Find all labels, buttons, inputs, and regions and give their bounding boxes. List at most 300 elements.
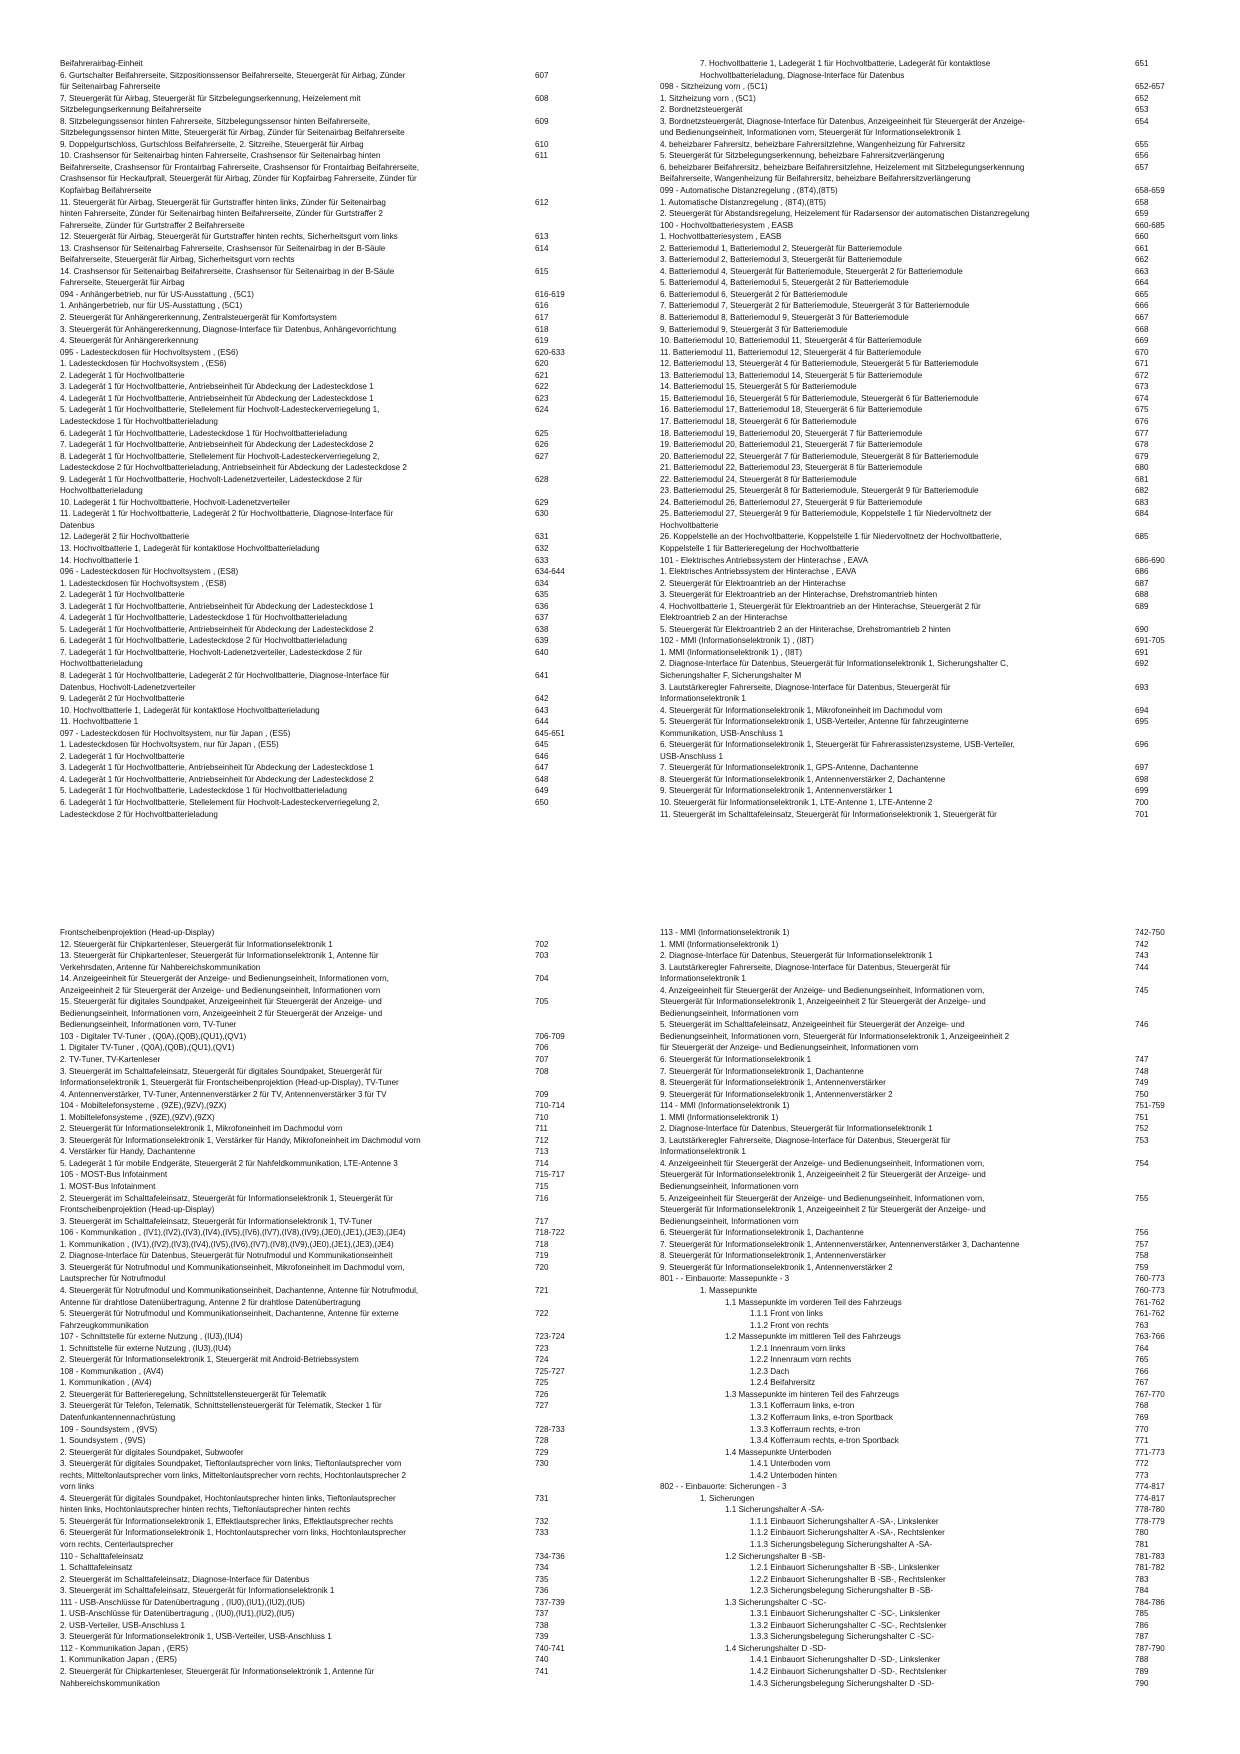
toc-page-number: 718 <box>535 1239 549 1249</box>
toc-entry-text: 14. Crashsensor für Seitenairbag Beifahrerseite, Crashsensor für Seitenairbag in der B-Säule <box>60 266 395 276</box>
toc-page-number: 752 <box>1135 1124 1149 1134</box>
toc-page-number: 635 <box>535 590 549 600</box>
toc-page-number: 709 <box>535 1089 549 1099</box>
toc-page-number: 683 <box>1135 497 1149 507</box>
toc-page-number: 677 <box>1135 428 1149 438</box>
toc-entry-text: 4. Steuergerät für Informationselektronik 1, Mikrofoneinheit im Dachmodul vorn <box>660 705 943 715</box>
toc-entry-text: 11. Batteriemodul 11, Batteriemodul 12, Steuergerät 4 für Batteriemodule <box>660 347 922 357</box>
toc-entry-text: 107 - Schnittstelle für externe Nutzung , (IU3),(IU4) <box>60 1332 243 1342</box>
toc-section-row <box>60 566 595 578</box>
toc-entry-row <box>660 1146 1195 1158</box>
toc-entry-text: 5. Steuergerät für Notrufmodul und Kommunikationseinheit, Dachantenne, Antenne für externe <box>60 1309 399 1319</box>
toc-entry-row <box>660 774 1195 786</box>
toc-entry-row <box>60 589 595 601</box>
toc-entry-text: 1.4.2 Einbauort Sicherungshalter D -SD-, Rechtslenker <box>750 1667 947 1676</box>
toc-entry-text: 801 - - Einbauorte: Massepunkte - 3 <box>660 1274 790 1284</box>
toc-entry-text: 15. Steuergerät für digitales Soundpaket, Anzeigeeinheit für Steuergerät der Anzeige- und <box>60 997 382 1007</box>
toc-entry-text: 7. Batteriemodul 7, Steuergerät 2 für Batteriemodule, Steuergerät 3 für Batteriemodule <box>660 301 970 311</box>
toc-entry-row <box>60 635 595 647</box>
toc-entry-text: 3. Steuergerät für Anhängererkennung, Diagnose-Interface für Datenbus, Anhängevorrichtung <box>60 324 397 334</box>
toc-entry-text: 2. Bordnetzsteuergerät <box>660 105 743 115</box>
toc-page-number: 668 <box>1135 324 1149 334</box>
toc-section-row <box>60 1597 595 1609</box>
toc-entry-row <box>660 404 1195 416</box>
toc-page-number: 655 <box>1135 139 1149 149</box>
toc-page-number: 652 <box>1135 93 1149 103</box>
toc-entry-text: 1.1.3 Sicherungsbelegung Sicherungshalter A -SA- <box>750 1539 933 1549</box>
toc-section-row <box>60 347 595 359</box>
toc-entry-row <box>660 1447 1195 1459</box>
toc-page-number: 741 <box>535 1667 549 1676</box>
toc-entry-text: Anzeigeeinheit 2 für Steuergerät der Anzeige- und Bedienungseinheit, Informationen vorn <box>60 985 381 995</box>
toc-page-number: 706-709 <box>535 1031 565 1041</box>
toc-entry-row <box>60 520 595 532</box>
toc-entry-text: Antenne für drahtlose Datenübertragung, Antenne 2 für drahtlose Datenübertragung <box>60 1297 361 1307</box>
toc-entry-text: Beifahrerseite, Crashsensor für Frontairbag Fahrerseite, Crashsensor für Frontairbag Beifahrerseite, <box>60 162 419 172</box>
toc-page-number: 692 <box>1135 659 1149 669</box>
toc-entry-text: 3. Steuergerät für Notrufmodul und Kommunikationseinheit, Mikrofoneinheit im Dachmodul vorn, <box>60 1262 405 1272</box>
toc-page-number: 660-685 <box>1135 220 1165 230</box>
toc-page-number: 652-657 <box>1135 82 1165 92</box>
toc-entry-text: Steuergerät für Informationselektronik 1, Anzeigeeinheit 2 für Steuergerät der Anzeige- und <box>660 1170 986 1180</box>
toc-entry-text: 1.1 Massepunkte im vorderen Teil des Fahrzeugs <box>725 1297 902 1307</box>
toc-page-number: 622 <box>535 382 549 392</box>
toc-page-number: 730 <box>535 1459 549 1469</box>
toc-entry-row <box>60 1112 595 1124</box>
toc-entry-text: 101 - Elektrisches Antriebssystem der Hinterachse , EAVA <box>660 555 868 565</box>
toc-page-number: 751-759 <box>1135 1101 1165 1111</box>
toc-entry-text: 6. Ladegerät 1 für Hochvoltbatterie, Stellelement für Hochvolt-Ladesteckerverriegelung 2, <box>60 798 380 807</box>
toc-entry-text: 8. Sitzbelegungssensor hinten Fahrerseite, Sitzbelegungssensor hinten Beifahrerseite, <box>60 116 370 126</box>
toc-entry-row <box>660 289 1195 301</box>
toc-entry-text: Bedienungseinheit, Informationen vorn, Anzeigeeinheit 2 für Steuergerät der Anzeige- und <box>60 1008 383 1018</box>
toc-entry-row <box>60 104 595 116</box>
toc-entry-text: 4. Steuergerät für Anhängererkennung <box>60 336 199 346</box>
toc-page-number: 703 <box>535 951 549 961</box>
toc-entry-row <box>60 1504 595 1516</box>
toc-entry-row <box>660 670 1195 682</box>
toc-page-number: 774-817 <box>1135 1493 1165 1503</box>
toc-entry-text: Bedienungseinheit, Informationen vorn, Steuergerät für Informationselektronik 1, Anzeigeeinheit 2 <box>660 1031 1010 1041</box>
toc-page-number: 680 <box>1135 463 1149 473</box>
toc-entry-text: 2. Diagnose-Interface für Datenbus, Steuergerät für Informationselektronik 1 <box>660 951 933 961</box>
toc-entry-text: vorn links <box>60 1482 95 1492</box>
toc-page-number: 711 <box>535 1124 548 1134</box>
toc-entry-text: 4. Hochvoltbatterie 1, Steuergerät für Elektroantrieb an der Hinterachse, Steuergerät 2 für <box>660 601 981 611</box>
toc-entry-text: 2. Steuergerät im Schalttafeleinsatz, Steuergerät für Informationselektronik 1, Steuergerät für <box>60 1193 393 1203</box>
toc-page-number: 670 <box>1135 347 1149 357</box>
toc-entry-row <box>60 1678 595 1690</box>
toc-entry-row <box>660 1539 1195 1551</box>
toc-page-number: 783 <box>1135 1574 1149 1584</box>
toc-entry-row <box>660 1331 1195 1343</box>
toc-page-number: 737-739 <box>535 1597 565 1607</box>
toc-entry-row <box>660 1216 1195 1228</box>
toc-entry-row <box>60 996 595 1008</box>
toc-page-number: 660 <box>1135 232 1149 242</box>
toc-entry-text: 108 - Kommunikation , (AV4) <box>60 1366 164 1376</box>
toc-entry-row <box>60 1181 595 1193</box>
toc-page-number: 637 <box>535 613 549 623</box>
toc-page-number: 702 <box>535 939 549 949</box>
toc-entry-text: 1.3.2 Kofferraum links, e-tron Sportback <box>750 1412 893 1422</box>
toc-entry-row <box>660 1424 1195 1436</box>
toc-entry-row <box>60 774 595 786</box>
toc-page-number: 781-782 <box>1135 1563 1165 1573</box>
toc-page-number: 691-705 <box>1135 636 1165 646</box>
toc-entry-row <box>60 277 595 289</box>
toc-page-number: 760-773 <box>1135 1285 1165 1295</box>
toc-entry-text: 13. Batteriemodul 13, Batteriemodul 14, Steuergerät 5 für Batteriemodule <box>660 370 923 380</box>
toc-entry-text: Hochvoltbatterieladung, Diagnose-Interface für Datenbus <box>700 70 905 80</box>
toc-entry-row <box>660 1389 1195 1401</box>
toc-entry-text: 1. MMI (Informationselektronik 1) <box>660 1112 779 1122</box>
toc-entry-row <box>660 1493 1195 1505</box>
toc-entry-text: 3. Bordnetzsteuergerät, Diagnose-Interface für Datenbus, Anzeigeeinheit für Steuergerät der Anzeige- <box>660 116 1025 126</box>
toc-entry-text: 5. Steuergerät für Informationselektronik 1, USB-Verteiler, Antenne für fahrzeuginterne <box>660 717 969 727</box>
toc-entry-row <box>660 439 1195 451</box>
toc-section-row <box>60 1551 595 1563</box>
toc-entry-text: 9. Ladegerät 2 für Hochvoltbatterie <box>60 694 185 704</box>
toc-section-row <box>660 81 1195 93</box>
toc-page-number: 778-779 <box>1135 1516 1165 1526</box>
toc-entry-row <box>60 1666 595 1678</box>
toc-entry-row <box>60 300 595 312</box>
toc-page-number: 620-633 <box>535 347 565 357</box>
toc-entry-text: 1.2.2 Innenraum vorn rechts <box>750 1355 852 1365</box>
toc-entry-row <box>60 658 595 670</box>
toc-entry-row <box>60 439 595 451</box>
toc-page-number: 616 <box>535 301 549 311</box>
toc-entry-row <box>60 1527 595 1539</box>
toc-page-number: 628 <box>535 474 549 484</box>
toc-entry-row <box>60 985 595 997</box>
toc-page-number: 607 <box>535 70 549 80</box>
toc-entry-text: 1. USB-Anschlüsse für Datenübertragung , (IU0),(IU1),(IU2),(IU5) <box>60 1609 295 1619</box>
toc-entry-row <box>60 762 595 774</box>
toc-entry-row <box>660 1227 1195 1239</box>
toc-entry-text: 12. Ladegerät 2 für Hochvoltbatterie <box>60 532 190 542</box>
toc-entry-row <box>60 950 595 962</box>
toc-page-number: 713 <box>535 1147 549 1157</box>
toc-entry-row <box>660 1470 1195 1482</box>
toc-entry-text: 3. Ladegerät 1 für Hochvoltbatterie, Antriebseinheit für Abdeckung der Ladesteckdose 1 <box>60 382 374 392</box>
toc-entry-text: Steuergerät für Informationselektronik 1, Anzeigeeinheit 2 für Steuergerät der Anzeige- und <box>660 1205 986 1215</box>
toc-entry-row <box>660 612 1195 624</box>
toc-entry-text: 102 - MMI (Informationselektronik 1) , (I8T) <box>660 636 814 646</box>
toc-entry-row <box>660 1169 1195 1181</box>
toc-entry-row <box>60 324 595 336</box>
toc-page-number: 671 <box>1135 359 1149 369</box>
toc-entry-text: 11. Hochvoltbatterie 1 <box>60 717 139 727</box>
toc-page-number: 663 <box>1135 266 1149 276</box>
toc-entry-text: 1.4.1 Einbauort Sicherungshalter D -SD-, Linkslenker <box>750 1655 941 1665</box>
toc-page-number: 686 <box>1135 567 1149 577</box>
toc-entry-text: 1.2.4 Beifahrersitz <box>750 1378 816 1388</box>
toc-entry-text: 1.2.1 Einbauort Sicherungshalter B -SB-, Linkslenker <box>750 1563 940 1573</box>
toc-entry-row <box>660 1066 1195 1078</box>
toc-page-number: 745 <box>1135 985 1149 995</box>
toc-entry-row <box>660 716 1195 728</box>
toc-page-number: 649 <box>535 786 549 796</box>
toc-entry-text: 3. Lautstärkeregler Fahrerseite, Diagnose-Interface für Datenbus, Steuergerät für <box>660 682 951 692</box>
toc-entry-text: 8. Steuergerät für Informationselektronik 1, Antennenverstärker <box>660 1078 886 1088</box>
toc-entry-row <box>60 404 595 416</box>
toc-entry-text: 4. Ladegerät 1 für Hochvoltbatterie, Ladesteckdose 1 für Hochvoltbatterieladung <box>60 613 348 623</box>
toc-page-number: 763-766 <box>1135 1332 1165 1342</box>
toc-entry-row <box>660 1262 1195 1274</box>
toc-page-number: 755 <box>1135 1193 1149 1203</box>
toc-entry-row <box>60 1470 595 1482</box>
toc-entry-row <box>660 996 1195 1008</box>
toc-entry-row <box>660 162 1195 174</box>
toc-page-number: 716 <box>535 1193 549 1203</box>
toc-entry-row <box>60 785 595 797</box>
toc-entry-text: 2. Diagnose-Interface für Datenbus, Steuergerät für Notrufmodul und Kommunikationseinheit <box>60 1251 393 1261</box>
toc-entry-row <box>60 254 595 266</box>
toc-entry-text: Hochvoltbatterie <box>660 520 719 530</box>
toc-entry-row <box>60 58 595 70</box>
toc-page-number: 719 <box>535 1251 549 1261</box>
toc-entry-row <box>60 485 595 497</box>
toc-entry-text: 1. Schnittstelle für externe Nutzung , (IU3),(IU4) <box>60 1343 231 1353</box>
toc-entry-row <box>660 381 1195 393</box>
toc-entry-row <box>660 751 1195 763</box>
toc-page-number: 620 <box>535 359 549 369</box>
toc-page-number: 740 <box>535 1655 549 1665</box>
toc-entry-text: 1.2 Massepunkte im mittleren Teil des Fahrzeugs <box>725 1332 901 1342</box>
toc-entry-text: 5. Batteriemodul 4, Batteriemodul 5, Steuergerät 2 für Batteriemodule <box>660 278 909 288</box>
toc-section-row <box>60 289 595 301</box>
toc-entry-text: 3. Steuergerät für Informationselektronik 1, USB-Verteiler, USB-Anschluss 1 <box>60 1632 332 1642</box>
toc-page-number: 674 <box>1135 393 1149 403</box>
toc-page-number: 684 <box>1135 509 1149 519</box>
toc-entry-text: 2. Batteriemodul 1, Batteriemodul 2, Steuergerät für Batteriemodule <box>660 243 903 253</box>
toc-entry-text: 7. Steuergerät für Informationselektronik 1, Dachantenne <box>660 1066 864 1076</box>
toc-entry-text: 5. Steuergerät für Sitzbelegungserkennung, beheizbare Fahrersitzverlängerung <box>660 151 945 161</box>
toc-entry-row <box>660 277 1195 289</box>
toc-entry-row <box>60 1042 595 1054</box>
toc-page-number: 784-786 <box>1135 1597 1165 1607</box>
toc-page-number: 723 <box>535 1343 549 1353</box>
toc-page-number: 742 <box>1135 939 1149 949</box>
toc-page-number: 691 <box>1135 647 1149 657</box>
toc-entry-text: 6. Ladegerät 1 für Hochvoltbatterie, Ladesteckdose 2 für Hochvoltbatterieladung <box>60 636 348 646</box>
toc-entry-text: 1.3.1 Kofferraum links, e-tron <box>750 1401 855 1411</box>
toc-entry-row <box>660 1008 1195 1020</box>
toc-entry-row <box>660 1019 1195 1031</box>
toc-page-number: 614 <box>535 243 549 253</box>
toc-page-number: 726 <box>535 1389 549 1399</box>
toc-entry-text: Ladesteckdose 2 für Hochvoltbatterieladung, Antriebseinheit für Abdeckung der Ladesteckdose 2 <box>60 463 407 473</box>
toc-entry-text: 1. Schalttafeleinsatz <box>60 1563 133 1573</box>
toc-entry-text: 110 - Schalttafeleinsatz <box>60 1551 144 1561</box>
toc-entry-row <box>60 70 595 82</box>
toc-entry-row <box>660 1654 1195 1666</box>
toc-entry-text: 098 - Sitzheizung vorn , (5C1) <box>660 82 768 92</box>
toc-entry-text: Beifahrerairbag-Einheit <box>60 59 143 68</box>
toc-entry-row <box>660 1204 1195 1216</box>
toc-entry-text: Sicherungshalter F, Sicherungshalter M <box>660 670 802 680</box>
toc-entry-row <box>660 1574 1195 1586</box>
toc-entry-row <box>660 1631 1195 1643</box>
toc-page-number: 731 <box>535 1493 549 1503</box>
toc-page-number: 609 <box>535 116 549 126</box>
toc-entry-row <box>60 1297 595 1309</box>
toc-entry-row <box>60 1516 595 1528</box>
toc-column-top-left <box>60 58 595 820</box>
toc-entry-text: 2. Steuergerät für Informationselektronik 1, Mikrofoneinheit im Dachmodul vorn <box>60 1124 343 1134</box>
toc-entry-row <box>60 393 595 405</box>
toc-entry-text: 1. Massepunkte <box>700 1285 758 1295</box>
toc-entry-text: 10. Crashsensor für Seitenairbag hinten Fahrerseite, Crashsensor für Seitenairbag hinten <box>60 151 381 161</box>
toc-page-number: 784 <box>1135 1586 1149 1596</box>
toc-entry-text: Bedienungseinheit, Informationen vorn, TV-Tuner <box>60 1020 237 1030</box>
toc-entry-text: 802 - - Einbauorte: Sicherungen - 3 <box>660 1482 787 1492</box>
toc-page-number: 638 <box>535 624 549 634</box>
toc-entry-text: für Seitenairbag Fahrerseite <box>60 82 161 92</box>
toc-column-bottom-right <box>660 927 1195 1689</box>
toc-page-number: 654 <box>1135 116 1149 126</box>
toc-page-number: 621 <box>535 370 549 380</box>
toc-page-number: 645-651 <box>535 728 565 738</box>
toc-page-number: 742-750 <box>1135 928 1165 937</box>
toc-page-number: 715 <box>535 1182 549 1192</box>
toc-page-number: 693 <box>1135 682 1149 692</box>
toc-entry-row <box>660 266 1195 278</box>
toc-entry-text: 14. Anzeigeeinheit für Steuergerät der Anzeige- und Bedienungseinheit, Informationen vorn, <box>60 974 389 984</box>
toc-entry-text: 6. Steuergerät für Informationselektronik 1, Steuergerät für Fahrerassistenzsysteme, USB-Verteiler, <box>660 740 1015 750</box>
toc-entry-row <box>660 1551 1195 1563</box>
toc-page-number: 634 <box>535 578 549 588</box>
toc-entry-row <box>60 116 595 128</box>
toc-page-number: 772 <box>1135 1459 1149 1469</box>
toc-entry-row <box>660 1458 1195 1470</box>
toc-entry-text: 15. Batteriemodul 16, Steuergerät 5 für Batteriemodule, Steuergerät 6 für Batteriemodule <box>660 393 979 403</box>
toc-entry-row <box>660 347 1195 359</box>
toc-entry-text: 10. Ladegerät 1 für Hochvoltbatterie, Hochvolt-Ladenetzverteiler <box>60 497 290 507</box>
toc-entry-row <box>60 1585 595 1597</box>
toc-entry-row <box>660 797 1195 809</box>
toc-entry-row <box>660 531 1195 543</box>
toc-entry-row <box>660 1343 1195 1355</box>
toc-page-number: 696 <box>1135 740 1149 750</box>
toc-page-number: 695 <box>1135 717 1149 727</box>
toc-entry-row <box>60 208 595 220</box>
toc-page-number: 669 <box>1135 336 1149 346</box>
toc-entry-row <box>60 693 595 705</box>
toc-page-number: 690 <box>1135 624 1149 634</box>
toc-page-number: 704 <box>535 974 549 984</box>
toc-entry-text: Ladesteckdose 1 für Hochvoltbatterieladung <box>60 416 218 426</box>
toc-entry-row <box>60 1135 595 1147</box>
toc-entry-text: 1.1 Sicherungshalter A -SA- <box>725 1505 825 1515</box>
toc-entry-row <box>60 81 595 93</box>
toc-entry-text: Koppelstelle 1 für Batterieregelung der Hochvoltbatterie <box>660 543 859 553</box>
toc-page-number: 771-773 <box>1135 1447 1165 1457</box>
toc-entry-row <box>60 624 595 636</box>
toc-entry-text: 3. Steuergerät für Telefon, Telematik, Schnittstellensteuergerät für Telematik, Stecker 1 für <box>60 1401 382 1411</box>
toc-entry-text: 1.4 Sicherungshalter D -SD- <box>725 1643 827 1653</box>
toc-entry-text: 3. Batteriemodul 2, Batteriemodul 3, Steuergerät für Batteriemodule <box>660 255 903 265</box>
toc-page-number: 710 <box>535 1112 549 1122</box>
toc-entry-row <box>60 1377 595 1389</box>
toc-page-number: 786 <box>1135 1620 1149 1630</box>
toc-page-number: 749 <box>1135 1078 1149 1088</box>
toc-entry-row <box>60 1239 595 1251</box>
toc-page-number: 658 <box>1135 197 1149 207</box>
toc-page-number: 659 <box>1135 209 1149 219</box>
toc-page-number: 720 <box>535 1262 549 1272</box>
toc-entry-row <box>660 416 1195 428</box>
toc-entry-row <box>660 1366 1195 1378</box>
toc-page-number: 757 <box>1135 1239 1149 1249</box>
toc-page-number: 727 <box>535 1401 549 1411</box>
toc-page-number: 714 <box>535 1158 549 1168</box>
toc-entry-text: 1.4.1 Unterboden vorn <box>750 1459 831 1469</box>
toc-entry-text: 21. Batteriemodul 22, Batteriemodul 23, Steuergerät 8 für Batteriemodule <box>660 463 923 473</box>
toc-entry-row <box>660 950 1195 962</box>
toc-entry-text: 2. TV-Tuner, TV-Kartenleser <box>60 1055 161 1065</box>
toc-entry-row <box>60 474 595 486</box>
toc-entry-text: 109 - Soundsystem , (9VS) <box>60 1424 158 1434</box>
toc-entry-row <box>60 185 595 197</box>
toc-entry-text: 5. Ladegerät 1 für Hochvoltbatterie, Stellelement für Hochvolt-Ladesteckerverriegelung 1, <box>60 405 380 415</box>
toc-entry-row <box>60 1481 595 1493</box>
toc-entry-row <box>660 1297 1195 1309</box>
toc-page-number: 767-770 <box>1135 1389 1165 1399</box>
toc-page-number: 639 <box>535 636 549 646</box>
toc-entry-text: 26. Koppelstelle an der Hochvoltbatterie, Koppelstelle 1 für Niedervoltnetz der Hochvoltbatterie, <box>660 532 1002 542</box>
toc-page-number: 656 <box>1135 151 1149 161</box>
toc-entry-row <box>660 1585 1195 1597</box>
toc-entry-row <box>660 370 1195 382</box>
toc-entry-row <box>660 485 1195 497</box>
toc-entry-text: 9. Steuergerät für Informationselektronik 1, Antennenverstärker 2 <box>660 1089 893 1099</box>
toc-page-number: 710-714 <box>535 1101 565 1111</box>
toc-page-number: 627 <box>535 451 549 461</box>
toc-entry-row <box>660 1239 1195 1251</box>
toc-entry-text: Elektroantrieb 2 an der Hinterachse <box>660 613 788 623</box>
toc-entry-text: 3. Steuergerät für Informationselektronik 1, Verstärker für Handy, Mikrofoneinheit im Dachmodul vorn <box>60 1135 421 1145</box>
toc-entry-text: 4. Steuergerät für digitales Soundpaket, Hochtonlautsprecher hinten links, Tieftonlautsprecher <box>60 1493 396 1503</box>
toc-entry-text: 9. Ladegerät 1 für Hochvoltbatterie, Hochvolt-Ladenetzverteiler, Ladesteckdose 2 für <box>60 474 363 484</box>
toc-entry-text: 6. Steuergerät für Informationselektronik 1, Dachantenne <box>660 1228 864 1238</box>
toc-page-number: 685 <box>1135 532 1149 542</box>
toc-entry-row <box>60 93 595 105</box>
toc-page-number: 647 <box>535 763 549 773</box>
toc-entry-row <box>660 1597 1195 1609</box>
toc-entry-row <box>60 1389 595 1401</box>
toc-entry-row <box>60 809 595 821</box>
toc-page-number: 665 <box>1135 289 1149 299</box>
toc-entry-row <box>60 1123 595 1135</box>
toc-entry-row <box>60 939 595 951</box>
toc-page-number: 664 <box>1135 278 1149 288</box>
toc-entry-row <box>60 1204 595 1216</box>
toc-entry-text: 1.2.3 Dach <box>750 1366 790 1376</box>
toc-entry-row <box>660 312 1195 324</box>
toc-page-number: 718-722 <box>535 1228 565 1238</box>
toc-entry-row <box>60 462 595 474</box>
toc-entry-row <box>60 1435 595 1447</box>
toc-entry-text: 2. Steuergerät für Elektroantrieb an der Hinterachse <box>660 578 846 588</box>
toc-entry-text: Kommunikation, USB-Anschluss 1 <box>660 728 784 738</box>
toc-entry-text: 5. Steuergerät für Informationselektronik 1, Effektlautsprecher links, Effektlautsprecher rechts <box>60 1516 394 1526</box>
toc-entry-row <box>660 578 1195 590</box>
toc-page-number: 682 <box>1135 486 1149 496</box>
toc-page-number: 653 <box>1135 105 1149 115</box>
